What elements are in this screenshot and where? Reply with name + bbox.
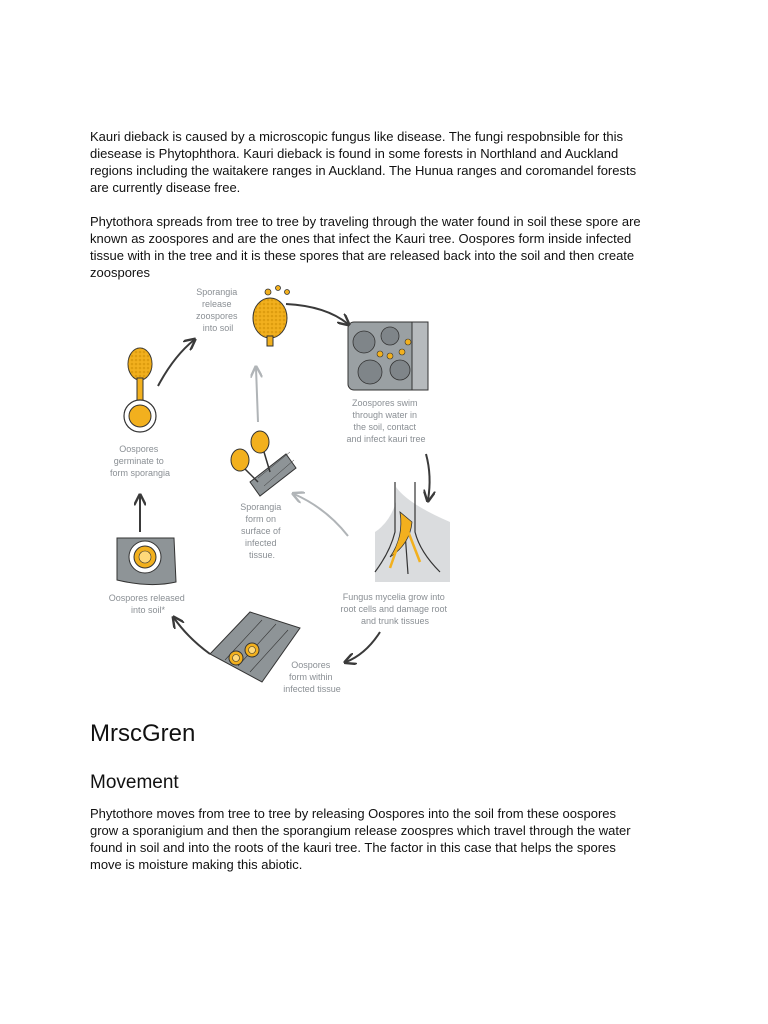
label-sporangia-release: Sporangia release zoospores into soil (195, 287, 238, 333)
life-cycle-svg (90, 282, 470, 698)
intro-line: diesease is Phytophthora. Kauri dieback is found in some forests in Northland and Auckland (90, 146, 619, 161)
document-heading-title: MrscGren (90, 720, 196, 747)
arrow-soil-to-tree (426, 454, 430, 500)
spread-paragraph (90, 213, 690, 281)
soil-zoospores-icon (348, 322, 428, 390)
label-oospores-form: Oospores form within infected tissue (283, 660, 341, 694)
arrow-tissue-to-soil (174, 618, 210, 654)
sporangia-on-tissue-icon (231, 431, 296, 496)
arrow-tree-to-tissue (346, 632, 380, 662)
spread-line: tissue with in the tree and it is these spores that are released back into the soil and then create (90, 248, 635, 263)
kauri-dieback-life-cycle-diagram (90, 282, 470, 698)
movement-line: Phytothore moves from tree to tree by releasing Oospores into the soil from these oospores (90, 806, 617, 821)
spread-line: Phytothora spreads from tree to tree by traveling through the water found in soil these spore are (90, 214, 641, 229)
label-fungus-mycelia: Fungus mycelia grow into root cells and damage root and trunk tissues (340, 592, 448, 626)
label-zoospores-swim: Zoospores swim through water in the soil, contact and infect kauri tree (346, 398, 426, 444)
infected-tissue-oospores-icon (210, 612, 300, 682)
movement-paragraph (90, 805, 690, 873)
label-oospores-released: Oospores released into soil* (108, 593, 185, 615)
section-heading-movement: Movement (90, 772, 179, 793)
arrow-sporangia-to-soil (286, 304, 348, 324)
spread-line: known as zoospores and are the ones that infect the Kauri tree. Oospores form inside infected (90, 231, 632, 246)
label-oospores-germinate: Oospores germinate to form sporangia (109, 444, 171, 478)
arrow-inner-sporangia-up (256, 368, 258, 422)
movement-line: found in soil and into the roots of the kauri tree. The factor in this case that helps the spores (90, 840, 616, 855)
arrow-germinate-to-sporangia (158, 340, 194, 386)
intro-line: Kauri dieback is caused by a microscopic fungus like disease. The fungi respobnsible for this (90, 129, 624, 144)
intro-line: regions including the waitakere ranges in Auckland. The Hunua ranges and coromandel forests (90, 163, 637, 178)
oospore-soil-icon (117, 538, 176, 585)
sporangium-top-icon (253, 286, 290, 347)
spread-line: zoospores (90, 265, 150, 280)
movement-line: grow a sporanigium and then the sporangium release zoospres which travel through the water (90, 823, 631, 838)
kauri-trunk-roots-icon (375, 482, 450, 582)
intro-paragraph (90, 128, 690, 196)
germinating-oospore-icon (124, 348, 156, 432)
intro-line: are currently disease free. (90, 180, 241, 195)
arrow-inner-tree-to-sporangia (294, 494, 348, 536)
label-sporangia-form: Sporangia form on surface of infected tissue. (240, 502, 282, 560)
movement-line: move is moisture making this abiotic. (90, 857, 303, 872)
